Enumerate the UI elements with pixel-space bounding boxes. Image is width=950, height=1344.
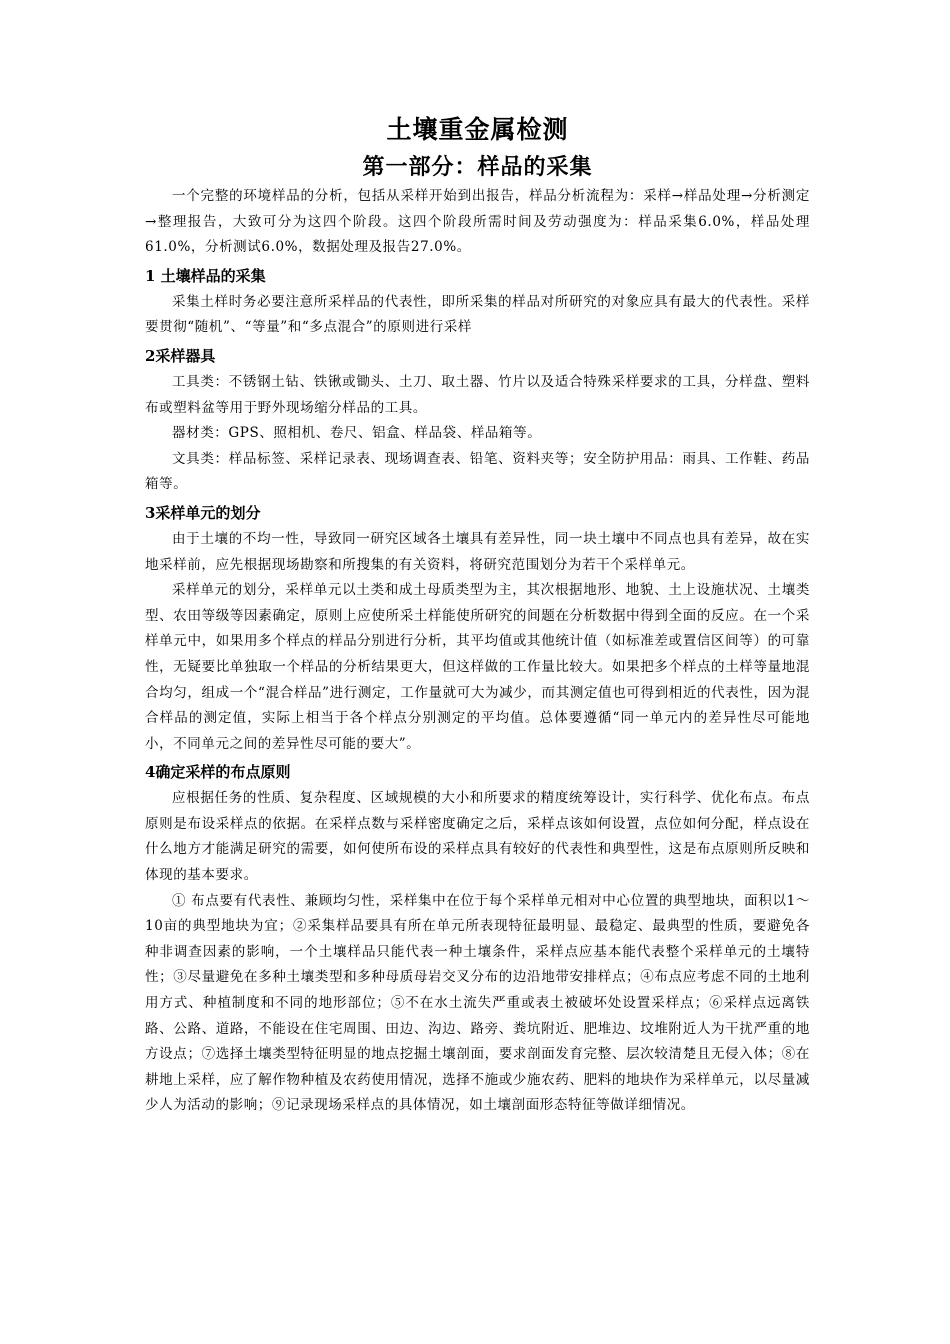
- document-page: [145, 112, 810, 1119]
- section-paragraph: 由于土壤的不均一性，导致同一研究区域各土壤具有差异性，同一块土壤中不同点也具有差异，故在实地采样前，应先根据现场勘察和所搜集的有关资料，将研究范围划分为若干个采样单元。: [145, 530, 810, 573]
- section-units: [145, 499, 810, 757]
- document-title: 土壤重金属检测: [386, 115, 569, 144]
- intro-paragraph: 一个完整的环境样品的分析，包括从采样开始到出报告，样品分析流程为：采样→样品处理→分析测定→整理报告，大致可分为这四个阶段。这四个阶段所需时间及劳动强度为：样品采集6.0%，样品处理61.0%，分析测试6.0%，数据处理及报告27.0%。: [145, 188, 810, 256]
- section-paragraph: 采样单元的划分，采样单元以土类和成土母质类型为主，其次根据地形、地貌、土上设施状况、土壤类型、农田等级等因素确定，原则上应使所采土样能使所研究的间题在分析数据中得到全面的反应。在一个采样单元中，如果用多个样点的样品分别进行分析，其平均值或其他统计值（如标准差或置信区间等）的可靠性，无疑要比单独取一个样品的分析结果更大，但这样做的工作量比较大。如果把多个样点的土样等量地混合均匀，组成一个“混合样品”进行测定，工作量就可大为减少，而其测定值也可得到相近的代表性，因为混合样品的测定值，实际上相当于各个样点分别测定的平均值。总体要遵循“同一单元内的差异性尽可能地小，不同单元之间的差异性尽可能的要大”。: [145, 582, 810, 752]
- section-paragraph: 器材类：GPS、照相机、卷尺、铝盒、样品袋、样品箱等。: [172, 425, 542, 442]
- section-heading: 3采样单元的划分: [145, 503, 261, 522]
- section-heading: 1 土壤样品的采集: [145, 266, 266, 285]
- section-paragraph: ① 布点要有代表性、兼顾均匀性，采样集中在位于每个采样单元相对中心位置的典型地块，面积以1～10亩的典型地块为宜；②采集样品要具有所在单元所表现特征最明显、最稳定、最典型的性质，要避免各种非调查因素的影响，一个土壤样品只能代表一种土壤条件，采样点应基本能代表整个采样单元的土壤特性；③尽量避免在多种土壤类型和多种母质母岩交叉分布的边沿地带安排样点；④布点应考虑不同的土地利用方式、种植制度和不同的地形部位；⑤不在水土流失严重或表土被破坏处设置采样点；⑥采样点远离铁路、公路、道路，不能设在住宅周围、田边、沟边、路旁、粪坑附近、肥堆边、坟堆附近人为干扰严重的地方设点；⑦选择土壤类型特征明显的地点挖掘土壤剖面，要求剖面发育完整、层次较清楚且无侵入体；⑧在耕地上采样，应了解作物种植及农药使用情况，选择不施或少施农药、肥料的地块作为采样单元，以尽量减少人为活动的影响；⑨记录现场采样点的具体情况，如土壤剖面形态特征等做详细情况。: [145, 892, 810, 1114]
- part-title: 第一部分：样品的采集: [362, 154, 593, 180]
- section-paragraph: 应根据任务的性质、复杂程度、区域规模的大小和所要求的精度统筹设计，实行科学、优化布点。布点原则是布设采样点的依据。在采样点数与采样密度确定之后，采样点该如何设置，点位如何分配，样点设在什么地方才能满足研究的需要，如何使所布设的采样点具有较好的代表性和典型性，这是布点原则所反映和体现的基本要求。: [145, 790, 810, 884]
- section-tools: [145, 342, 810, 498]
- section-paragraph: 工具类：不锈钢土钻、铁锹或锄头、土刀、取土器、竹片以及适合特殊采样要求的工具，分样盘、塑料布或塑料盆等用于野外现场缩分样品的工具。: [145, 373, 810, 416]
- section-sampling: [145, 262, 810, 341]
- section-paragraph: 文具类：样品标签、采样记录表、现场调查表、铅笔、资料夹等；安全防护用品：雨具、工作鞋、药品箱等。: [145, 450, 810, 493]
- section-principles: [145, 758, 810, 1119]
- section-paragraph: 采集土样时务必要注意所采样品的代表性，即所采集的样品对所研究的对象应具有最大的代表性。采样要贯彻“随机”、“等量”和“多点混合”的原则进行采样: [145, 293, 810, 336]
- section-heading: 4确定采样的布点原则: [145, 763, 291, 782]
- section-heading: 2采样器具: [145, 346, 216, 365]
